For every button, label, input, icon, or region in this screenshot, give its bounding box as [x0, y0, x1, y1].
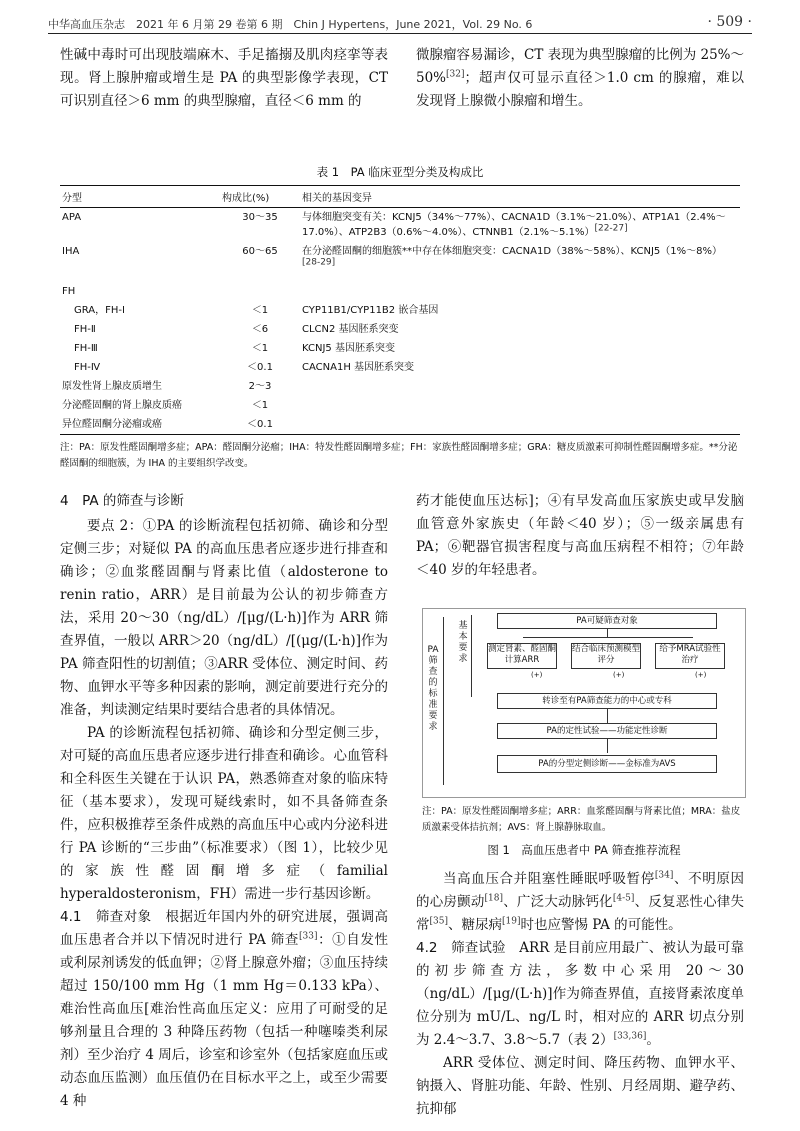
plus-label: (+) [695, 671, 707, 679]
figure-flowchart [422, 608, 746, 798]
side-label: PA筛查的标准要求 [427, 645, 439, 732]
bracket-line [471, 615, 472, 697]
paragraph: 当高血压合并阻塞性睡眠呼吸暂停[34]、不明原因的心房颤动[18]、广泛大动脉钙化[4-5]、反复恶性心律失常[35]、糖尿病[19]时也应警惕 PA 的可能性。 [416, 870, 745, 933]
table-row: APA 30～35 与体细胞突变有关：KCNJ5（34%～77%）、CACNA1D（3.1%～21.0%）、ATP1A1（2.4%～17.0%）、ATP2B3（0.6%～4.0%）、CTNNB1（2.1%～5.1%）[22-27] [62, 212, 726, 238]
subsection-heading: 4.1 筛查对象 [60, 909, 152, 925]
flow-box-confirmatory: PA的定性试验——功能定性诊断 [497, 723, 717, 739]
table-row: IHA 60～65 在分泌醛固酮的细胞簇**中存在体细胞突变：CACNA1D（38%～58%）、KCNJ5（1%～8%）[28-29] [62, 246, 722, 268]
bracket-line [443, 617, 444, 785]
right-column-lower [416, 868, 744, 1121]
table-row: FH-Ⅳ ＜0.1 CACNA1H 基因胚系突变 [74, 362, 415, 373]
plus-label: (+) [531, 671, 543, 679]
table-row: FH [62, 286, 76, 297]
page-number: · 509 · [707, 14, 752, 30]
table-note: 注：PA：原发性醛固酮增多症；APA：醛固酮分泌瘤；IHA：特发性醛固酮增多症；FH：家族性醛固酮增多症；GRA：糖皮质激素可抑制性醛固酮增多症。**分泌醛固酮的细胞簇，为 IHA 的主要组织学改变。 [60, 442, 738, 469]
table-row: 原发性肾上腺皮质增生 2～3 [62, 381, 272, 392]
connector [523, 637, 693, 638]
table-row: 异位醛固酮分泌瘤或癌 ＜0.1 [60, 415, 740, 435]
citation: [33] [298, 931, 318, 942]
paragraph: ARR 受体位、测定时间、降压药物、血钾水平、钠摄入、肾脏功能、年龄、性别、月经周期、避孕药、抗抑郁 [416, 1055, 744, 1117]
col-header-gene: 相关的基因变异 [300, 186, 740, 208]
top-right-paragraph: 微腺瘤容易漏诊，CT 表现为典型腺瘤的比例为 25%～50%[32]；超声仅可显示直径＞1.0 cm 的腺瘤，难以发现肾上腺微小腺瘤和增生。 [416, 47, 744, 109]
flow-box-subtype: PA的分型定侧诊断——金标准为AVS [497, 755, 717, 773]
key-point-2: 要点 2：①PA 的诊断流程包括初筛、确诊和分型定侧三步；对疑似 PA 的高血压患者应逐步进行排查和确诊；②血浆醛固酮与肾素比值（aldosterone to renin ratio，ARR）是目前最为公认的初步筛查方法，采用 20～30（ng/dL）/[μg/(L·h)]作为 ARR 筛查界值，一般以 ARR＞20（ng/dL）/[(μg/(L·h)]作为 PA 筛查阳性的切割值；③ARR 受体位、测定时间、药物、血钾水平等多种因素的影响，测定前要进行充分的准备，判读测定结果时要结合患者的具体情况。 [60, 518, 388, 718]
left-column [60, 490, 388, 1113]
subsection-heading: 4.2 筛查试验 [416, 940, 506, 956]
col-header-ratio: 构成比(%) [220, 186, 300, 208]
table-row: GRA，FH-Ⅰ ＜1 CYP11B1/CYP11B2 嵌合基因 [74, 305, 439, 316]
subsection-4-1: 4.1 筛查对象 根据近年国内外的研究进展，强调高血压患者合并以下情况时进行 PA 筛查[33]：①自发性或利尿剂诱发的低血钾；②肾上腺意外瘤；③血压持续超过 150/100 mm Hg（1 mm Hg＝0.133 kPa）、难治性高血压[难治性高血压定义：应用了可耐受的足够剂量且合理的 3 种降压药物（包括一种噻嗪类利尿剂）至少治疗 4 周后，诊室和诊室外（包括家庭血压或动态血压监测）血压值仍在目标水平之上，或至少需要 4 种 [60, 909, 388, 1109]
subsection-4-2: 4.2 筛查试验 ARR 是目前应用最广、被认为最可靠的初步筛查方法，多数中心采用 20～30（ng/dL）/[μg/(L·h)]作为筛查界值，直接肾素浓度单位分别为 mU/L、ng/L 时，相对应的 ARR 切点分别为 2.4～3.7、3.8～5.7（表 2）[33,36]。 [416, 940, 744, 1048]
flow-box-prediction-model: 结合临床预测模型评分 [571, 643, 641, 669]
table-header-row [60, 186, 740, 208]
flow-box-mra-trial: 给予MRA试验性治疗 [655, 643, 725, 669]
arrow [607, 739, 608, 753]
table-row: 分泌醛固酮的肾上腺皮质癌 ＜1 [62, 400, 269, 411]
col-header-type: 分型 [60, 186, 220, 208]
flow-box-referral: 转诊至有PA筛查能力的中心或专科 [497, 693, 717, 709]
citation: [33,36] [613, 1031, 647, 1042]
section-heading: 4 PA 的筛查与诊断 [60, 493, 184, 509]
running-header [48, 14, 752, 34]
flow-box-aldo-renin: 测定肾素、醛固酮计算ARR [487, 643, 557, 669]
plus-label: (+) [613, 671, 625, 679]
table-row: FH-Ⅱ ＜6 CLCN2 基因胚系突变 [74, 324, 399, 335]
right-paragraph-1: 药才能使血压达标]；④有早发高血压家族史或早发脑血管意外家族史（年龄＜40 岁）；⑤一级亲属患有 PA；⑥靶器官损害程度与高血压病程不相符；⑦年龄＜40 岁的年轻患者。 [416, 493, 744, 578]
table-title: 表 1 PA 临床亚型分类及构成比 [316, 165, 484, 179]
subtype-table [60, 185, 740, 435]
basic-label: 基本要求 [458, 621, 468, 664]
table-row: FH-Ⅲ ＜1 KCNJ5 基因胚系突变 [74, 343, 395, 354]
top-left-paragraph: 性碱中毒时可出现肢端麻木、手足搐搦及肌肉痉挛等表现。肾上腺肿瘤或增生是 PA 的典型影像学表现，CT 可识别直径＞6 mm 的典型腺瘤，直径＜6 mm 的 [60, 47, 388, 109]
journal-info: 中华高血压杂志 2021 年 6 月第 29 卷第 6 期 Chin J Hypertens，June 2021，Vol. 29 No. 6 [48, 18, 533, 31]
figure-title: 图 1 高血压患者中 PA 筛查推荐流程 [487, 843, 681, 857]
flow-box-top: PA可疑筛查对象 [497, 613, 717, 629]
figure-note: 注：PA：原发性醛固酮增多症；ARR：血浆醛固酮与肾素比值；MRA：盐皮质激素受体拮抗剂；AVS：肾上腺静脉取血。 [422, 806, 741, 833]
arrow [607, 709, 608, 723]
paragraph: PA 的诊断流程包括初筛、确诊和分型定侧三步，对可疑的高血压患者应逐步进行排查和确诊。心血管科和全科医生关键在于认识 PA，熟悉筛查对象的临床特征（基本要求），发现可疑线索时，如不具备筛查条件，应积极推荐至条件成熟的高血压中心或内分泌科进行 PA 诊断的“三步曲”（标准要求）（图 1），比较少见的家族性醛固酮增多症（familial hyperaldosteronism，FH）需进一步行基因诊断。 [60, 725, 388, 902]
citation: [32] [446, 69, 465, 80]
connector [607, 629, 608, 637]
